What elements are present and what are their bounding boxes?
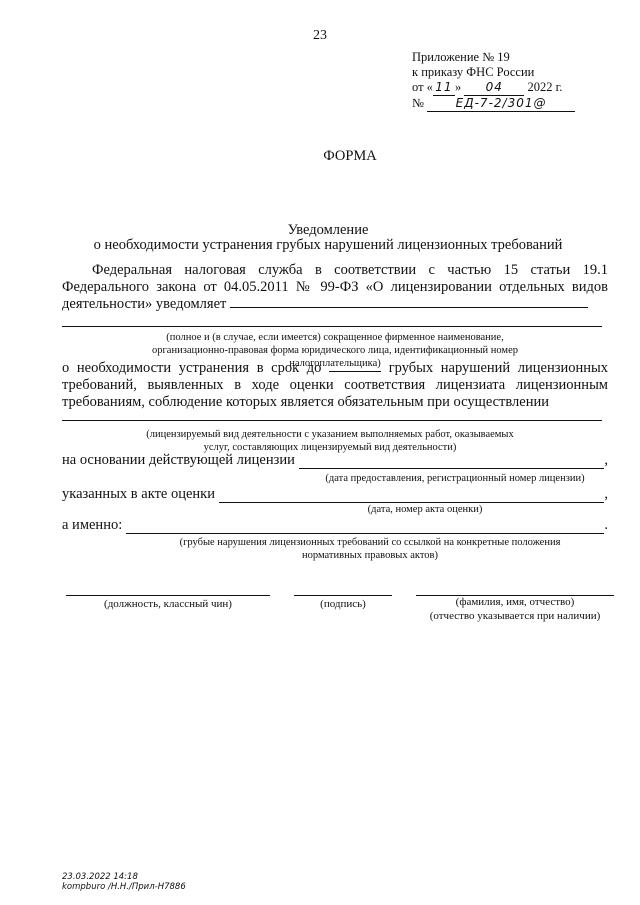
activity-caption: (лицензируемый вид деятельности с указанием выполняемых работ, оказываемых услуг, составляющих лицензируемый вид деятельности) [146,429,514,453]
date-day: 11 [433,80,455,96]
org-name-field[interactable] [230,307,588,308]
violations-field[interactable] [126,520,604,534]
date-mid: » [454,80,462,94]
appendix-date-row [412,80,612,96]
namely-label: а именно: [62,517,123,533]
act-end: , [604,486,608,502]
print-file-ref: kompburo /Н.Н./Прил-Н7886 [62,882,186,892]
position-line[interactable] [66,594,270,596]
body-text-part1: о необходимости устранения в срок до [62,360,322,376]
body-paragraph [62,360,608,411]
notice-subtitle: о необходимости устранения грубых нарушений лицензионных требований [93,237,563,253]
org-caption: (полное и (в случае, если имеется) сокращенное фирменное наименование, организационно-правовая форма юридического лица, идентификационный номер налогоплательщика) [152,332,518,369]
appendix-number: Приложение № 19 [412,50,510,64]
license-caption: (дата предоставления, регистрационный номер лицензии) [325,473,585,484]
signature-line[interactable] [294,594,392,596]
full-name-note: (отчество указывается при наличии) [429,610,601,622]
signature-caption: (подпись) [320,598,366,610]
act-caption: (дата, номер акта оценки) [367,504,483,515]
intro-paragraph [62,262,608,313]
position-caption: (должность, классный чин) [104,598,232,610]
body-text-part2: грубых нарушений лицензионных требований, выявленных в ходе оценки соответствия лицензиата лицензионным требованиям, соблюдение которых является обязательным при осуществлении [62,360,608,410]
namely-row [62,517,608,534]
intro-text: Федеральная налоговая служба в соответствии с частью 15 статьи 19.1 Федерального закона от 04.05.2011 № 99-ФЗ «О лицензировании отдельных видов деятельности» уведомляет [62,262,608,312]
license-label: на основании действующей лицензии [62,452,295,468]
appendix-header [412,50,612,112]
license-field[interactable] [299,455,605,469]
page-number: 23 [313,28,327,43]
license-row [62,452,608,469]
order-number: ЕД-7-2/301@ [427,96,575,112]
license-end: , [604,452,608,468]
act-row [62,486,608,503]
appendix-order-ref: к приказу ФНС России [412,65,535,79]
date-month: 04 [464,80,524,96]
print-timestamp: 23.03.2022 14:18 [62,872,138,882]
number-prefix: № [412,96,424,110]
act-label: указанных в акте оценки [62,486,215,502]
full-name-caption: (фамилия, имя, отчество) [455,596,575,608]
print-stamp [62,872,186,892]
date-year: 2022 г. [527,80,563,94]
notice-title: Уведомление [287,222,369,238]
namely-end: . [604,517,608,533]
act-field[interactable] [219,489,604,503]
appendix-number-row [412,96,612,112]
date-prefix: от « [412,80,433,94]
deadline-field[interactable] [329,371,381,372]
violations-caption: (грубые нарушения лицензионных требований со ссылкой на конкретные положения нормативных правовых актов) [179,537,561,561]
activity-line[interactable] [62,420,602,421]
org-name-line-2[interactable] [62,326,602,327]
form-label: ФОРМА [323,148,377,164]
